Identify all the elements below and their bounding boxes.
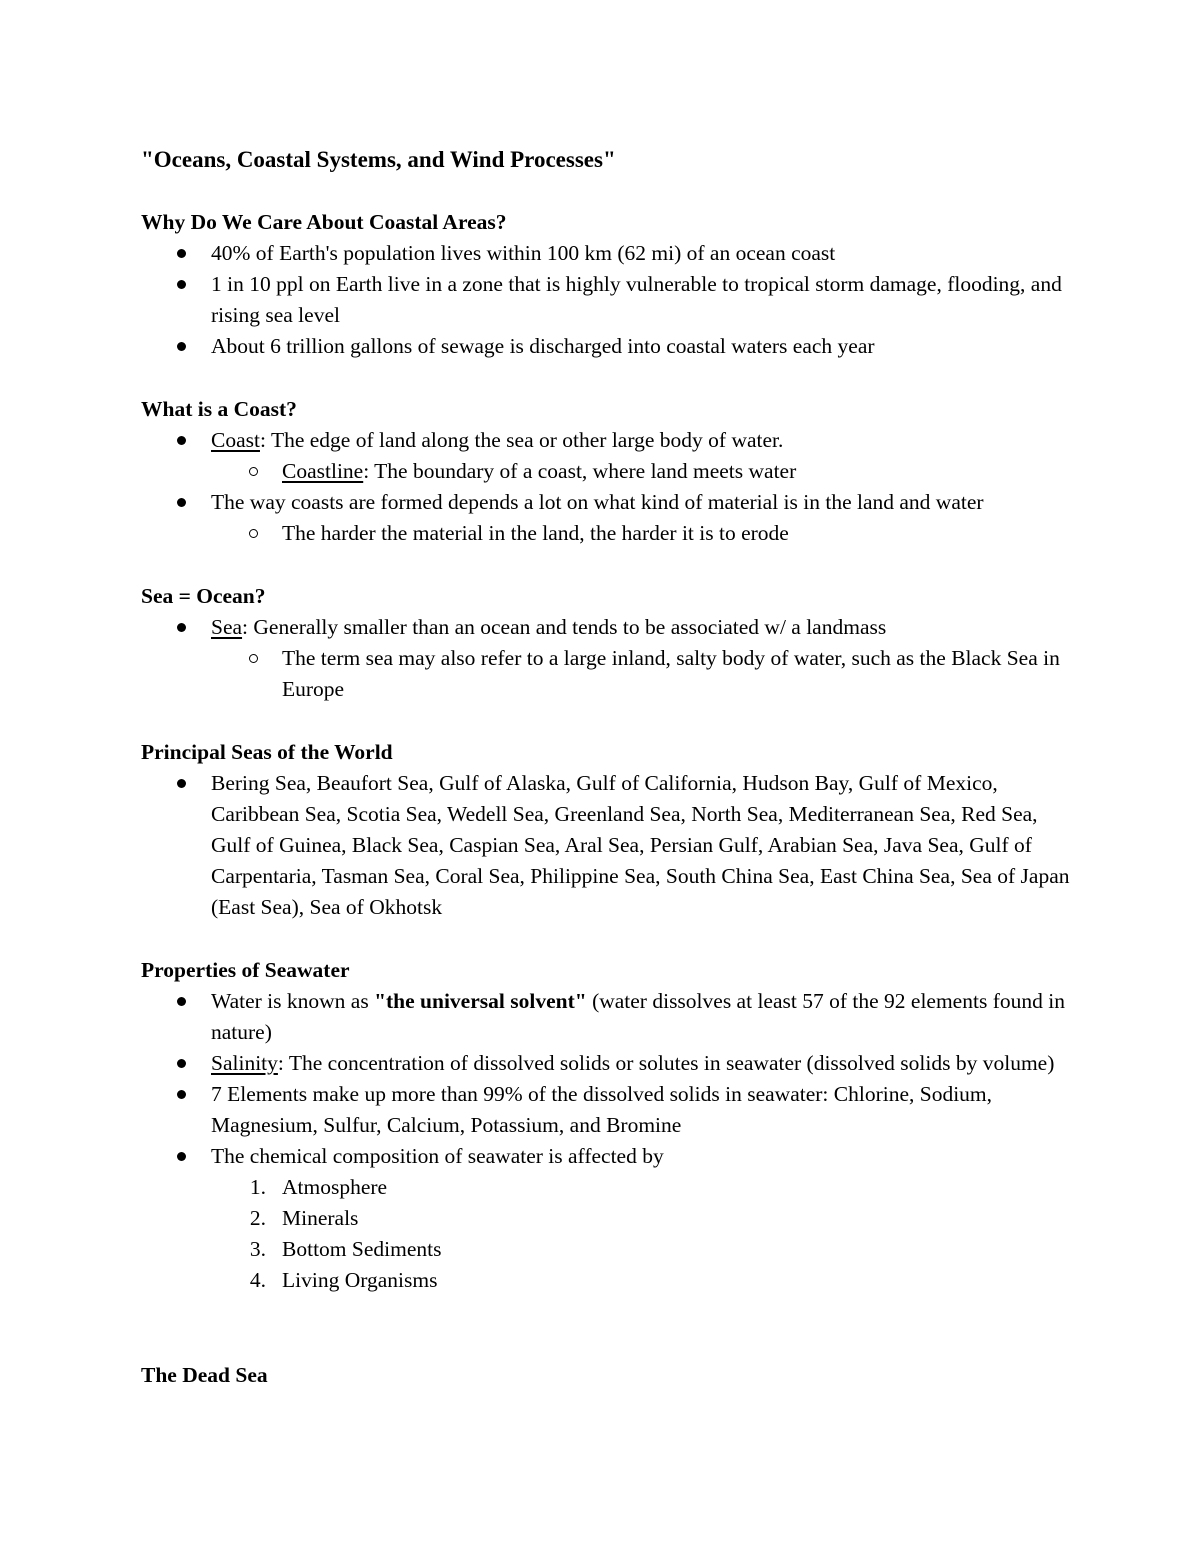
list-item: [0, 456, 1072, 487]
solvent-emphasis: "the universal solvent": [374, 989, 587, 1013]
bullet-icon: [177, 1141, 186, 1172]
heading-properties-seawater: Properties of Seawater: [141, 958, 350, 982]
definition-salinity: : The concentration of dissolved solids or solutes in seawater (dissolved solids by volume): [277, 1051, 1055, 1075]
list-item-text: About 6 trillion gallons of sewage is discharged into coastal waters each year: [211, 334, 875, 358]
principal-seas-list: [0, 768, 1200, 923]
list-item: [0, 487, 1071, 518]
definition-coast: : The edge of land along the sea or other large body of water.: [259, 428, 784, 452]
list-item-text: 1 in 10 ppl on Earth live in a zone that is highly vulnerable to tropical storm damage, flooding, and rising sea level: [211, 272, 1062, 327]
term-salinity: Salinity: [211, 1051, 278, 1075]
list-item: [0, 331, 1071, 362]
definition-coastline: : The boundary of a coast, where land meets water: [363, 459, 797, 483]
heading-what-is-coast: What is a Coast?: [141, 397, 297, 421]
heading-coastal-areas: Why Do We Care About Coastal Areas?: [141, 210, 507, 234]
solvent-text-pre: Water is known as: [211, 989, 375, 1013]
list-item-text: 40% of Earth's population lives within 100 km (62 mi) of an ocean coast: [211, 241, 836, 265]
list-item-text: The chemical composition of seawater is affected by: [211, 1144, 664, 1168]
list-item: [0, 986, 1071, 1048]
term-sea: Sea: [211, 615, 243, 639]
item-number: 2.: [249, 1206, 266, 1230]
list-item: [0, 643, 1072, 705]
sea-ocean-list: [0, 612, 1200, 705]
coastal-areas-list: [0, 238, 1200, 362]
numbered-item-text: Atmosphere: [282, 1175, 388, 1199]
list-item: [0, 518, 1072, 549]
list-item-text: The way coasts are formed depends a lot on what kind of material is in the land and water: [211, 490, 984, 514]
bullet-icon: [177, 425, 186, 456]
term-coast: Coast: [211, 428, 260, 452]
heading-principal-seas: Principal Seas of the World: [141, 740, 393, 764]
solvent-text-post: (water dissolves at least 57 of the 92 elements found in nature): [211, 989, 1065, 1044]
bullet-icon: [177, 768, 186, 799]
bullet-icon: [177, 487, 186, 518]
item-number: 4.: [249, 1268, 266, 1292]
definition-sea: : Generally smaller than an ocean and tends to be associated w/ a landmass: [242, 615, 887, 639]
list-item: [0, 768, 1071, 923]
hollow-bullet-icon: [249, 643, 258, 674]
list-item: [0, 269, 1071, 331]
hollow-bullet-icon: [249, 456, 258, 487]
hollow-bullet-icon: [249, 518, 258, 549]
coast-list: [0, 425, 1200, 549]
page-title: "Oceans, Coastal Systems, and Wind Processes": [141, 147, 616, 172]
bullet-icon: [177, 1079, 186, 1110]
bullet-icon: [177, 1048, 186, 1079]
bullet-icon: [177, 269, 186, 300]
item-number: 1.: [249, 1175, 266, 1199]
numbered-item-text: Living Organisms: [282, 1268, 438, 1292]
list-item: [0, 425, 1071, 456]
bullet-icon: [177, 238, 186, 269]
list-item-text: Bering Sea, Beaufort Sea, Gulf of Alaska, Gulf of California, Hudson Bay, Gulf of Mexico, Caribbean Sea, Scotia Sea, Wedell Sea, Greenland Sea, North Sea, Mediterranean Sea, Red Sea, Gulf of Guinea, Black Sea, Caspian Sea, Aral Sea, Persian Gulf, Arabian Sea, Java Sea, Gulf of Carpentaria, Tasman Sea, Coral Sea, Philippine Sea, South China Sea, East China Sea, Sea of Japan (East Sea), Sea of Okhotsk: [211, 771, 1070, 919]
numbered-item-text: Bottom Sediments: [282, 1237, 442, 1261]
bullet-icon: [177, 612, 186, 643]
bullet-icon: [177, 986, 186, 1017]
list-item: [0, 612, 1071, 643]
list-item: [0, 1048, 1071, 1079]
numbered-item: [0, 1172, 1072, 1203]
term-coastline: Coastline: [282, 459, 364, 483]
seawater-list: [0, 986, 1200, 1296]
list-item: [0, 1079, 1071, 1141]
list-item: [0, 1141, 1071, 1172]
list-item-text: 7 Elements make up more than 99% of the dissolved solids in seawater: Chlorine, Sodium, Magnesium, Sulfur, Calcium, Potassium, and Bromine: [211, 1082, 993, 1137]
numbered-item: [0, 1265, 1072, 1296]
item-number: 3.: [249, 1237, 266, 1261]
list-item: [0, 238, 1071, 269]
list-item-text: The harder the material in the land, the harder it is to erode: [282, 521, 789, 545]
bullet-icon: [177, 331, 186, 362]
numbered-item: [0, 1203, 1072, 1234]
numbered-item-text: Minerals: [282, 1206, 359, 1230]
heading-sea-ocean: Sea = Ocean?: [141, 584, 266, 608]
numbered-item: [0, 1234, 1072, 1265]
list-item-text: The term sea may also refer to a large inland, salty body of water, such as the Black Sea in Europe: [282, 646, 1060, 701]
heading-dead-sea: The Dead Sea: [141, 1363, 268, 1387]
